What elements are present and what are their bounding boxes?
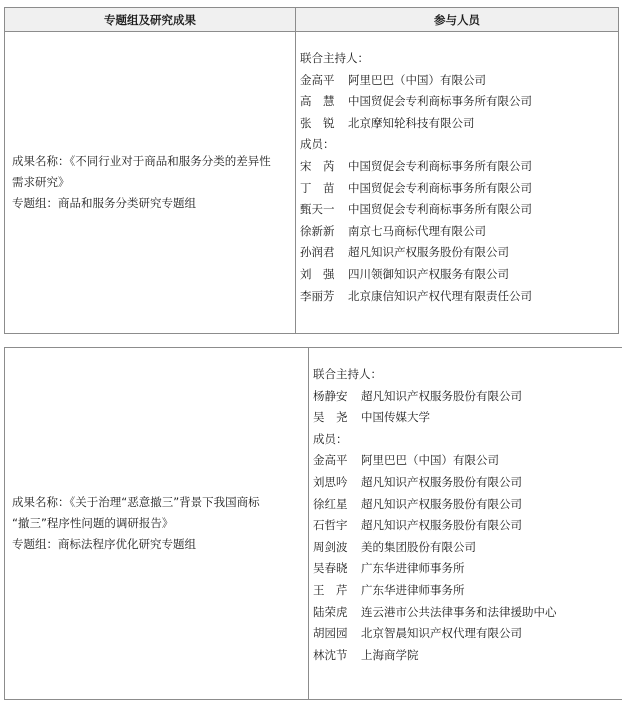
participant-row — [313, 537, 622, 559]
participant-org: 超凡知识产权服务股份有限公司 — [361, 496, 522, 511]
participant-name: 李丽芳 — [300, 288, 335, 303]
participant-row — [313, 645, 622, 667]
members-label: 成员： — [313, 431, 348, 446]
group-name: 专题组：商标法程序优化研究专题组 — [12, 537, 196, 551]
participant-row — [313, 472, 622, 494]
participant-name: 石哲宇 — [313, 518, 348, 533]
members-label: 成员： — [300, 137, 335, 152]
participant-org: 超凡知识产权服务股份有限公司 — [361, 474, 522, 489]
header-topic-group: 专题组及研究成果 — [5, 8, 296, 32]
participant-row — [313, 450, 622, 472]
participant-org: 超凡知识产权服务股份有限公司 — [361, 388, 522, 403]
participants-cell — [296, 32, 619, 334]
participant-name: 吴春晓 — [313, 561, 348, 576]
participant-row — [300, 264, 618, 286]
participant-row — [313, 580, 622, 602]
participant-name: 张 锐 — [300, 115, 335, 130]
project-info-cell — [5, 348, 309, 700]
participant-name: 周剑波 — [313, 539, 348, 554]
participant-name: 刘 强 — [300, 266, 335, 281]
participant-org: 中国贸促会专利商标事务所有限公司 — [348, 94, 532, 109]
participant-row — [300, 242, 618, 264]
participant-row — [313, 602, 622, 624]
participant-row — [300, 286, 618, 308]
participant-org: 连云港市公共法律事务和法律援助中心 — [361, 604, 557, 619]
participant-org: 北京摩知轮科技有限公司 — [348, 115, 475, 130]
co-hosts-label: 联合主持人： — [313, 367, 382, 381]
project-info-cell — [5, 32, 296, 334]
participant-org: 美的集团股份有限公司 — [361, 539, 476, 554]
participant-org: 超凡知识产权服务股份有限公司 — [348, 245, 509, 260]
participant-org: 阿里巴巴（中国）有限公司 — [361, 453, 499, 468]
participant-name: 徐新新 — [300, 223, 335, 238]
participant-name: 徐红星 — [313, 496, 348, 511]
participant-name: 甄天一 — [300, 202, 335, 217]
participant-org: 中国贸促会专利商标事务所有限公司 — [348, 202, 532, 217]
participant-row — [313, 623, 622, 645]
participant-org: 北京康信知识产权代理有限责任公司 — [348, 288, 532, 303]
result-name: 成果名称：《关于治理“恶意撤三”背景下我国商标 — [12, 495, 260, 509]
participant-row — [300, 156, 618, 178]
participant-org: 阿里巴巴（中国）有限公司 — [348, 72, 486, 87]
result-name-cont: “撤三”程序性问题的调研报告》 — [12, 516, 174, 530]
participant-org: 广东华进律师事务所 — [361, 582, 465, 597]
participant-row — [300, 199, 618, 221]
participant-org: 中国传媒大学 — [361, 410, 430, 425]
participant-name: 杨静安 — [313, 388, 348, 403]
participant-org: 中国贸促会专利商标事务所有限公司 — [348, 158, 532, 173]
participant-org: 上海商学院 — [361, 647, 419, 662]
participant-name: 孙润君 — [300, 245, 335, 260]
participant-name: 丁 苗 — [300, 180, 335, 195]
participant-row — [300, 113, 618, 135]
participant-name: 高 慧 — [300, 94, 335, 109]
participant-row — [300, 70, 618, 92]
participant-row — [313, 386, 622, 408]
participant-org: 北京智晨知识产权代理有限公司 — [361, 626, 522, 641]
participant-name: 胡园园 — [313, 626, 348, 641]
participant-row — [313, 494, 622, 516]
participant-org: 四川领御知识产权服务有限公司 — [348, 266, 509, 281]
participants-table-1 — [4, 7, 619, 334]
result-name-cont: 需求研究》 — [12, 175, 70, 189]
participant-name: 宋 芮 — [300, 158, 335, 173]
participant-org: 超凡知识产权服务股份有限公司 — [361, 518, 522, 533]
participant-org: 广东华进律师事务所 — [361, 561, 465, 576]
participant-row — [313, 558, 622, 580]
participant-name: 刘思吟 — [313, 474, 348, 489]
participant-row — [313, 515, 622, 537]
participant-row — [300, 178, 618, 200]
participant-name: 金高平 — [300, 72, 335, 87]
participant-name: 吴 尧 — [313, 410, 348, 425]
participant-name: 林沈节 — [313, 647, 348, 662]
participant-row — [300, 91, 618, 113]
participant-row — [313, 407, 622, 429]
participant-org: 南京七马商标代理有限公司 — [348, 223, 486, 238]
participants-table-2 — [4, 347, 622, 700]
participant-name: 陆荣虎 — [313, 604, 348, 619]
result-name: 成果名称：《不同行业对于商品和服务分类的差异性 — [12, 154, 271, 168]
participant-name: 金高平 — [313, 453, 348, 468]
header-participants: 参与人员 — [296, 8, 619, 32]
co-hosts-label: 联合主持人： — [300, 51, 369, 65]
participant-row — [300, 221, 618, 243]
participant-name: 王 芹 — [313, 582, 348, 597]
participants-cell — [309, 348, 622, 700]
participant-org: 中国贸促会专利商标事务所有限公司 — [348, 180, 532, 195]
group-name: 专题组：商品和服务分类研究专题组 — [12, 196, 196, 210]
